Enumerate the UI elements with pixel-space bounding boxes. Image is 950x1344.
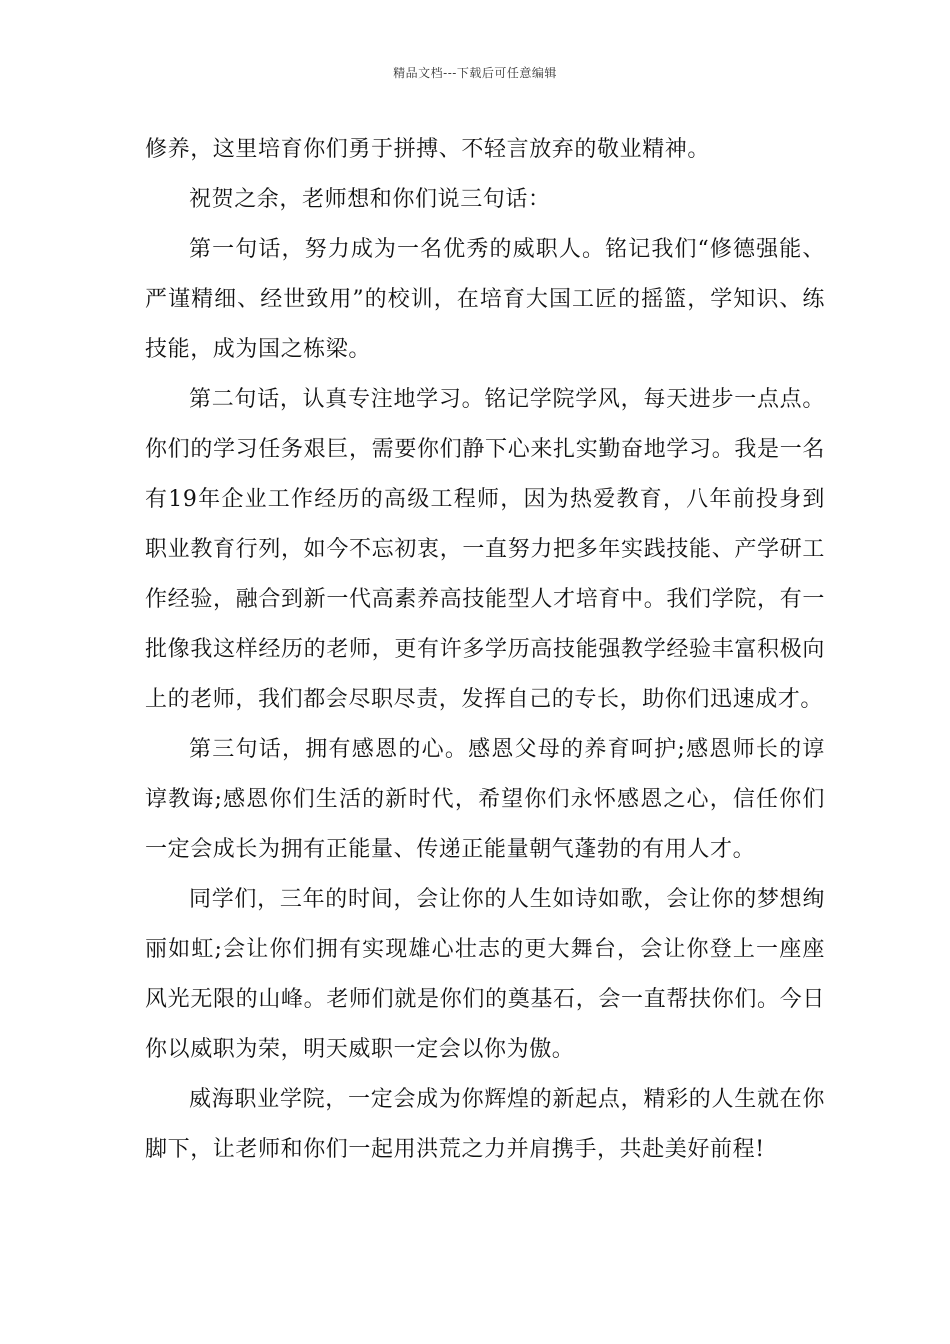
document-body <box>145 125 825 1175</box>
page-header: 精品文档---下载后可任意编辑 <box>393 66 557 80</box>
paragraph: 同学们，三年的时间，会让你的人生如诗如歌，会让你的梦想绚丽如虹;会让你们拥有实现雄心壮志的更大舞台，会让你登上一座座风光无限的山峰。老师们就是你们的奠基石，会一直帮扶你们。今日你以威职为荣，明天威职一定会以你为傲。 <box>145 887 825 1062</box>
paragraph: 第二句话，认真专注地学习。铭记学院学风，每天进步一点点。你们的学习任务艰巨，需要你们静下心来扎实勤奋地学习。我是一名有19年企业工作经历的高级工程师，因为热爱教育，八年前投身到职业教育行列，如今不忘初衷，一直努力把多年实践技能、产学研工作经验，融合到新一代高素养高技能型人才培育中。我们学院，有一批像我这样经历的老师，更有许多学历高技能强教学经验丰富积极向上的老师，我们都会尽职尽责，发挥自己的专长，助你们迅速成才。 <box>145 387 825 712</box>
paragraph: 祝贺之余，老师想和你们说三句话： <box>189 187 551 212</box>
paragraph: 第三句话，拥有感恩的心。感恩父母的养育呵护;感恩师长的谆谆教诲;感恩你们生活的新时代，希望你们永怀感恩之心，信任你们一定会成长为拥有正能量、传递正能量朝气蓬勃的有用人才。 <box>145 737 825 862</box>
paragraph: 第一句话，努力成为一名优秀的威职人。铭记我们“修德强能、严谨精细、经世致用”的校训，在培育大国工匠的摇篮，学知识、练技能，成为国之栋梁。 <box>145 237 825 362</box>
paragraph: 修养，这里培育你们勇于拼搏、不轻言放弃的敬业精神。 <box>145 137 711 162</box>
paragraph: 威海职业学院，一定会成为你辉煌的新起点，精彩的人生就在你脚下，让老师和你们一起用洪荒之力并肩携手，共赴美好前程! <box>145 1087 825 1162</box>
